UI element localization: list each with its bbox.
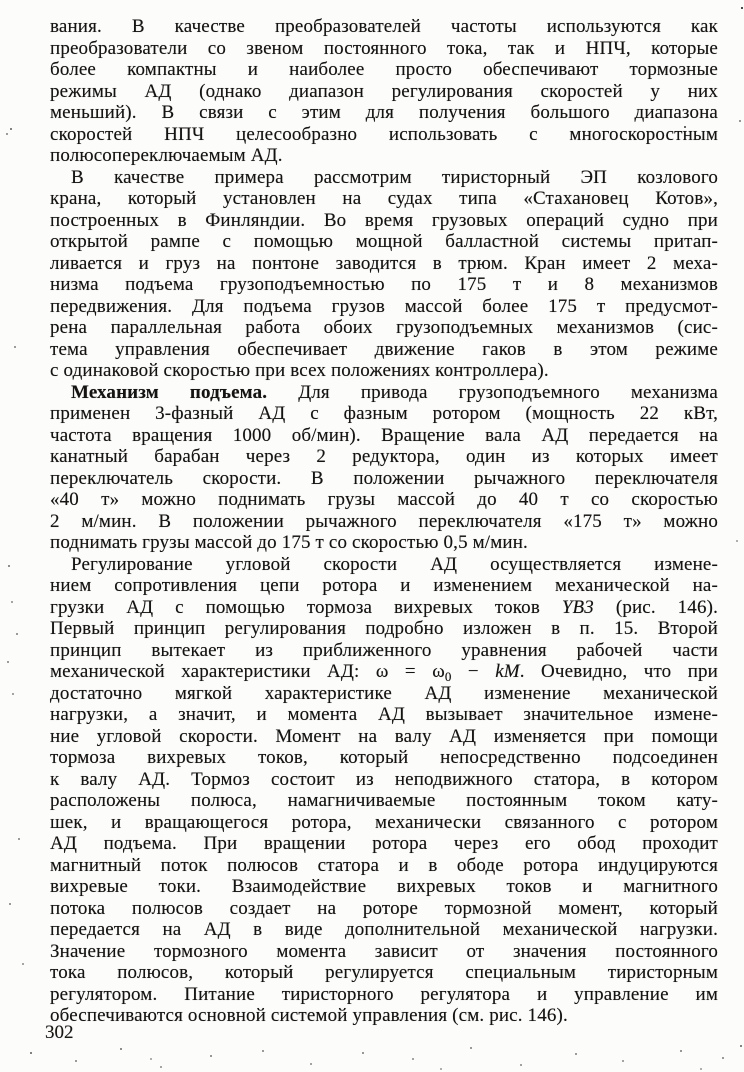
text-line: преобразователи со звеном постоянного тока, так и НПЧ, которые xyxy=(50,37,718,59)
text-line: вания. В качестве преобразователей частоты используются как xyxy=(50,16,718,37)
text-line: ние угловой скорости. Момент на валу АД изменяется при помощи xyxy=(50,725,718,747)
text-line: применен 3-фазный АД с фазным ротором (мощность 22 кВт, xyxy=(50,403,718,424)
text-line: передвижения. Для подъема грузов массой более 175 т предусмот- xyxy=(50,295,718,317)
text-block xyxy=(50,16,718,1027)
text-line: нагрузки, а значит, и момента АД вызывает значительное измене- xyxy=(50,704,718,725)
text-line: 2 м/мин. В положении рычажного переключателя «175 т» можно xyxy=(50,510,718,532)
text-line: канатный барабан через 2 редуктора, один из которых имеет xyxy=(50,446,718,467)
text-line: магнитный поток полюсов статора и в ободе ротора индуцируются xyxy=(50,854,718,876)
text-line: более компактны и наиболее просто обеспечивают тормозные xyxy=(50,59,718,80)
text-line: вихревые токи. Взаимодействие вихревых токов и магнитного xyxy=(50,876,718,897)
text-line: открытой рампе с помощью мощной балластной системы притап- xyxy=(50,231,718,252)
text-line: шек, и вращающегося ротора, механически связанного с ротором xyxy=(50,811,718,833)
text-line: рена параллельная работа обоих грузоподъемных механизмов (сис- xyxy=(50,317,718,338)
text-line: Значение тормозного момента зависит от значения постоянного xyxy=(50,940,718,962)
text-line: скоростей НПЧ целесообразно использовать с многоскоростным xyxy=(50,123,718,145)
text-line: обеспечиваются основной системой управления (см. рис. 146). xyxy=(50,1005,568,1026)
text-line: передается на АД в виде дополнительной механической нагрузки. xyxy=(50,919,718,940)
scan-noise-bottom-edge xyxy=(0,0,2,2)
text-line: переключатель скорости. В положении рычажного переключателя xyxy=(50,467,718,489)
text-line: грузки АД с помощью тормоза вихревых токов YB3 (рис. 146). xyxy=(50,596,718,618)
text-line: В качестве примера рассмотрим тиристорный ЭП козлового xyxy=(71,166,718,188)
text-line: крана, который установлен на судах типа «Стахановец Котов», xyxy=(50,188,718,209)
text-line: АД подъема. При вращении ротора через его обод проходит xyxy=(50,833,718,854)
text-line: Механизм подъема. Для привода грузоподъемного механизма xyxy=(71,381,718,403)
text-line: меньший). В связи с этим для получения большого диапазона xyxy=(50,102,718,123)
text-line: полюсопереключаемым АД. xyxy=(50,145,283,166)
text-line: механической характеристики АД: $\omega = \omega_0$ − kM. Очевидно, что при xyxy=(50,661,718,684)
text-line: расположены полюса, намагничиваемые постоянным током кату- xyxy=(50,790,718,811)
text-line: регулятором. Питание тиристорного регулятора и управление им xyxy=(50,983,718,1005)
text-line: достаточно мягкой характеристике АД изменение механической xyxy=(50,682,718,704)
text-line: Регулирование угловой скорости АД осуществляется измене- xyxy=(71,553,718,575)
page-number: 302 xyxy=(45,1022,74,1043)
text-line: поднимать грузы массой до 175 т со скоростью 0,5 м/мин. xyxy=(50,532,528,553)
text-line: Первый принцип регулирования подробно изложен в п. 15. Второй xyxy=(50,618,718,639)
text-line: тока полюсов, который регулируется специальным тиристорным xyxy=(50,962,718,983)
text-line: ливается и груз на понтоне заводится в трюм. Кран имеет 2 меха- xyxy=(50,252,718,274)
text-line: низма подъема грузоподъемностью по 175 т и 8 механизмов xyxy=(50,274,718,295)
text-line: нием сопротивления цепи ротора и изменением механической на- xyxy=(50,575,718,596)
text-line: частота вращения 1000 об/мин). Вращение вала АД передается на xyxy=(50,424,718,446)
text-line: к валу АД. Тормоз состоит из неподвижного статора, в котором xyxy=(50,768,718,790)
text-line: режимы АД (однако диапазон регулирования скоростей у них xyxy=(50,80,718,102)
text-line: тема управления обеспечивает движение гаков в этом режиме xyxy=(50,338,718,360)
text-line: потока полюсов создает на роторе тормозной момент, который xyxy=(50,897,718,919)
text-line: «40 т» можно поднимать грузы массой до 40 т со скоростью xyxy=(50,489,718,510)
text-line: построенных в Финляндии. Во время грузовых операций судно при xyxy=(50,209,718,231)
text-line: тормоза вихревых токов, который непосредственно подсоединен xyxy=(50,747,718,768)
text-line: с одинаковой скоростью при всех положениях контроллера). xyxy=(50,360,549,381)
text-line: принцип вытекает из приближенного уравнения рабочей части xyxy=(50,639,718,661)
